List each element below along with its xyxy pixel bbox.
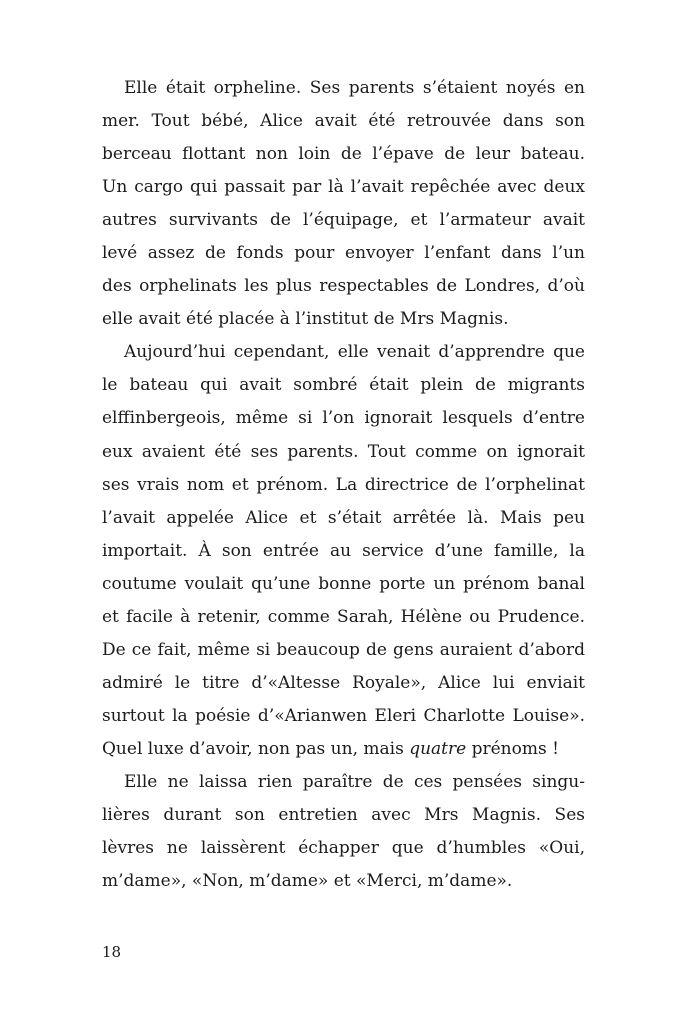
text-line: De ce fait, même si beaucoup de gens auraient d’abord: [102, 639, 585, 660]
page-number: 18: [102, 943, 122, 961]
emphasized-word: quatre: [409, 738, 467, 759]
paragraph: [102, 766, 585, 898]
text-line: autres survivants de l’équipage, et l’armateur avait: [102, 210, 585, 231]
text-line: le bateau qui avait sombré était plein de migrants: [102, 375, 585, 396]
text-line: levé assez de fonds pour envoyer l’enfant dans l’un: [102, 243, 585, 264]
text-line: mer. Tout bébé, Alice avait été retrouvée dans son: [102, 111, 585, 132]
text-line: Aujourd’hui cependant, elle venait d’apprendre que: [124, 342, 585, 363]
paragraph: [102, 72, 585, 336]
text-line: Elle ne laissa rien paraître de ces pensées singu-: [124, 771, 585, 792]
text-line: et facile à retenir, comme Sarah, Hélène ou Prudence.: [102, 606, 585, 627]
text-line: elffinbergeois, même si l’on ignorait lesquels d’entre: [102, 408, 585, 429]
text-line: elle avait été placée à l’institut de Mrs Magnis.: [102, 309, 509, 330]
text-line: l’avait appelée Alice et s’était arrêtée là. Mais peu: [102, 507, 585, 528]
text-line: coutume voulait qu’une bonne porte un prénom banal: [102, 573, 585, 594]
book-page-text: [102, 72, 585, 898]
text-line: Un cargo qui passait par là l’avait repêchée avec deux: [102, 177, 585, 198]
text-run: Quel luxe d’avoir, non pas un, mais: [102, 738, 410, 759]
text-line: berceau flottant non loin de l’épave de leur bateau.: [102, 144, 585, 165]
text-line: des orphelinats les plus respectables de Londres, d’où: [102, 276, 585, 297]
text-line: m’dame», «Non, m’dame» et «Merci, m’dame».: [102, 871, 513, 892]
text-line: eux avaient été ses parents. Tout comme on ignorait: [102, 441, 585, 462]
text-line: lières durant son entretien avec Mrs Magnis. Ses: [102, 805, 585, 826]
text-line: surtout la poésie d’«Arianwen Eleri Charlotte Louise».: [102, 705, 585, 726]
paragraph: [102, 336, 585, 766]
text-line: [102, 733, 585, 766]
text-run: prénoms !: [466, 738, 559, 759]
text-line: ses vrais nom et prénom. La directrice de l’orphelinat: [102, 474, 585, 495]
text-line: lèvres ne laissèrent échapper que d’humbles «Oui,: [102, 838, 585, 859]
text-line: importait. À son entrée au service d’une famille, la: [102, 540, 585, 561]
text-line: admiré le titre d’«Altesse Royale», Alice lui enviait: [102, 672, 585, 693]
text-line: Elle était orpheline. Ses parents s’étaient noyés en: [124, 78, 585, 98]
